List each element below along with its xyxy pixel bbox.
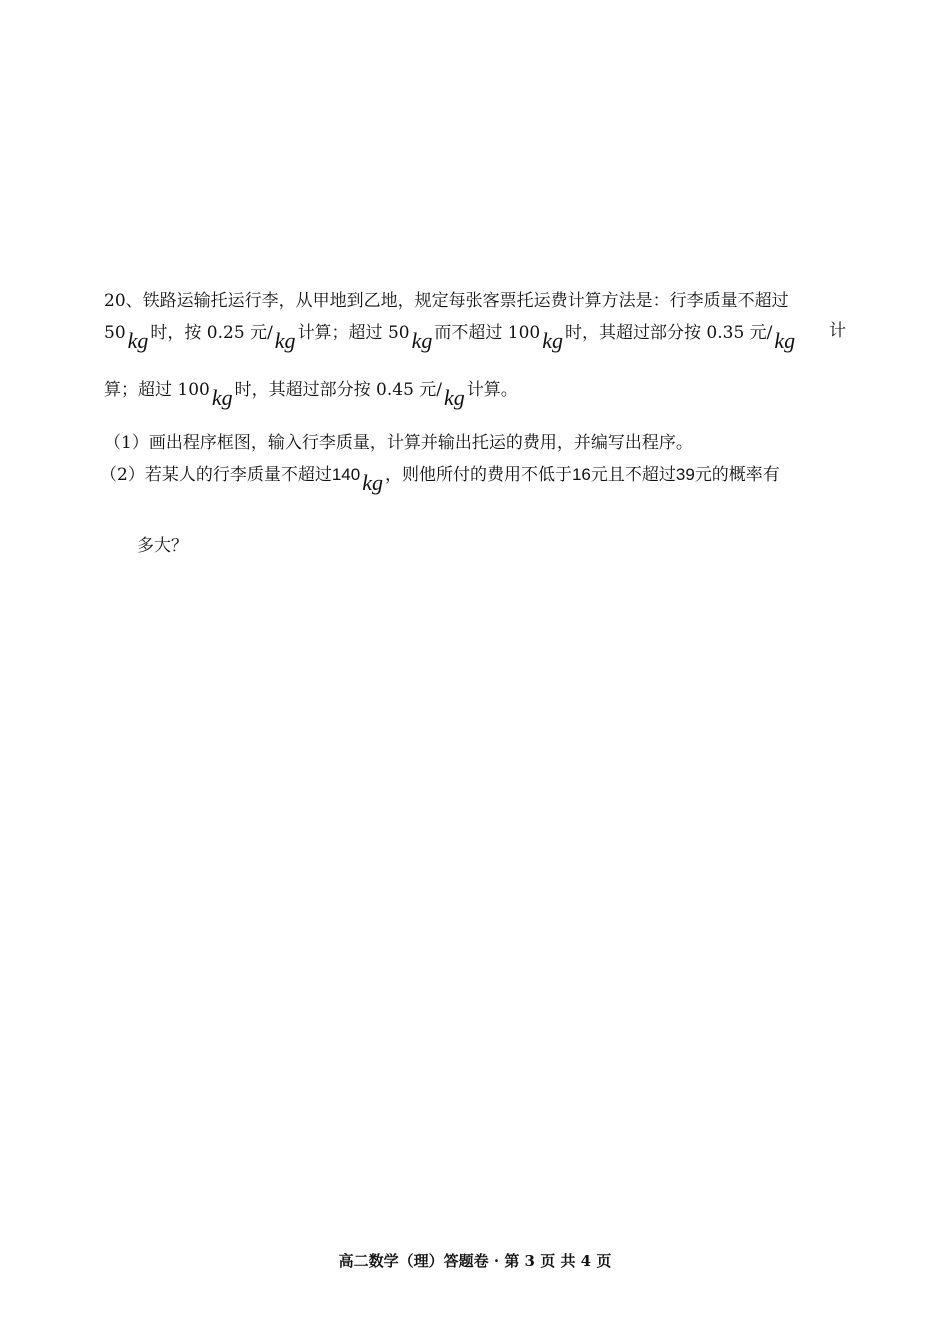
question-text: 时，其超过部分按 0.45 元/ xyxy=(234,380,443,400)
question-text: 时，其超过部分按 0.35 元/ xyxy=(565,323,773,343)
question-text: 而不超过 100 xyxy=(434,323,541,343)
question-text: （1）画出程序框图，输入行李质量，计算并输出托运的费用，并编写出程序。 xyxy=(104,433,693,453)
question-text: 算；超过 100 xyxy=(104,380,210,400)
question-text: ，则他所付的费用不低于 xyxy=(384,465,572,485)
unit-kg: kg xyxy=(274,328,296,353)
unit-kg: kg xyxy=(774,328,796,353)
question-text: 多大？ xyxy=(137,536,188,556)
question-text: （2）若某人的行李质量不超过 xyxy=(100,465,332,485)
unit-kg: kg xyxy=(127,328,149,353)
question-20-part-1 xyxy=(104,432,693,454)
question-20-part-2-continuation xyxy=(137,535,188,557)
unit-kg: kg xyxy=(542,328,563,353)
question-text: 计 xyxy=(829,321,846,341)
number: 16 xyxy=(571,465,591,484)
question-text: 元且不超过 xyxy=(590,465,676,485)
question-text: 计算；超过 50 xyxy=(297,323,410,343)
number: 39 xyxy=(675,465,695,484)
question-20-line-1 xyxy=(104,290,789,312)
question-20-line-2 xyxy=(104,320,846,353)
unit-kg: kg xyxy=(411,328,433,353)
question-text: 50 xyxy=(104,323,126,343)
page-footer: 高二数学（理）答题卷 · 第 3 页 共 4 页 xyxy=(338,1252,612,1270)
question-text: 20、铁路运输托运行李，从甲地到乙地，规定每张客票托运费计算方法是：行李质量不超过 xyxy=(104,291,789,311)
unit-kg: kg xyxy=(211,385,233,410)
question-20-line-3 xyxy=(104,377,518,410)
unit-kg: kg xyxy=(362,470,383,495)
question-text: 计算。 xyxy=(466,380,518,400)
unit-kg: kg xyxy=(444,385,465,410)
number: 140 xyxy=(331,465,361,484)
question-text: 时，按 0.25 元/ xyxy=(150,323,273,343)
question-20-part-2 xyxy=(100,462,780,495)
question-text: 元的概率有 xyxy=(694,465,780,485)
